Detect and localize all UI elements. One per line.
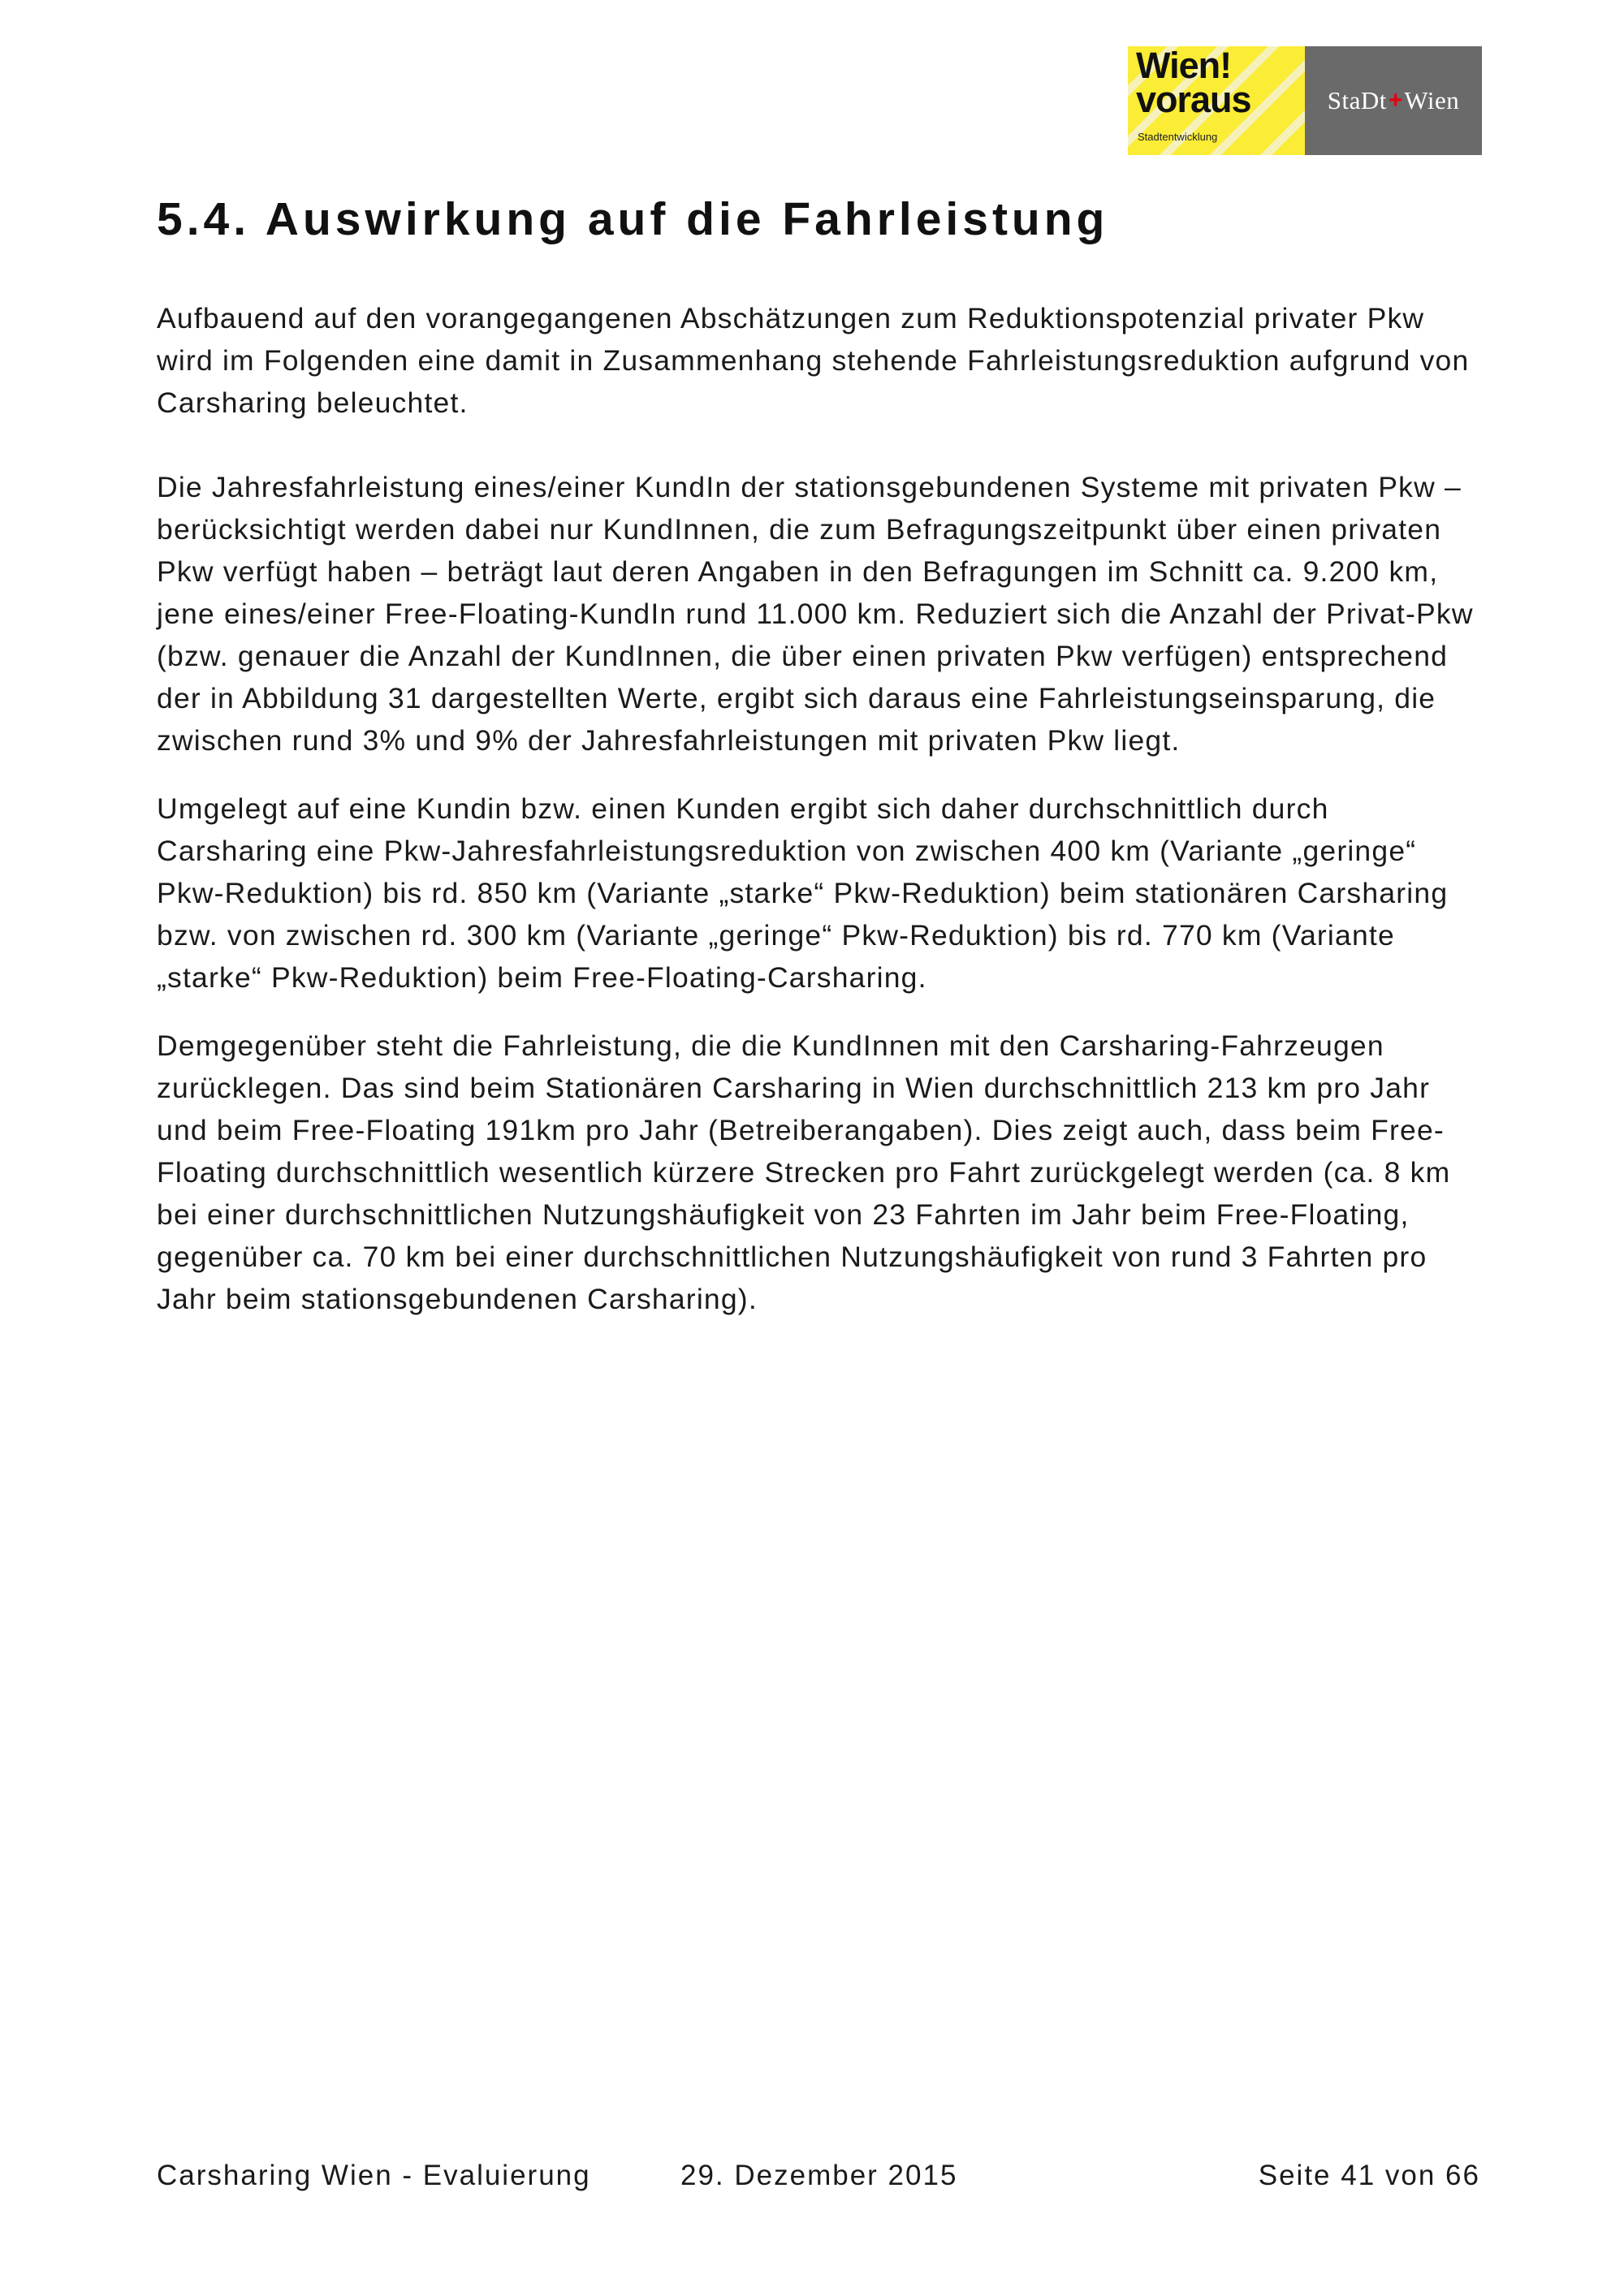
logo-voraus-text: voraus: [1136, 79, 1251, 120]
stadt-wien-logo: [1305, 46, 1482, 155]
section-heading: 5.4. Auswirkung auf die Fahrleistung: [157, 193, 1109, 245]
paragraph-intro: Aufbauend auf den vorangegangenen Abschätzungen zum Reduktionspotenzial privater Pkw wird im Folgenden eine damit in Zusammenhang stehende Fahrleistungsreduktion aufgrund von Carsharing beleuchtet.: [157, 302, 1470, 419]
paragraph-jahresfahrleistung: Die Jahresfahrleistung eines/einer KundIn der stationsgebundenen Systeme mit privaten Pkw – berücksichtigt werden dabei nur KundInnen, die zum Befragungszeitpunkt über einen privaten Pkw verfügt haben – beträgt laut deren Angaben in den Befragungen im Schnitt ca. 9.200 km, jene eines/einer Free-Floating-KundIn rund 11.000 km. Reduziert sich die Anzahl der Privat-Pkw (bzw. genauer die Anzahl der KundInnen, die über einen privaten Pkw verfügen) entsprechend der in Abbildung 31 dargestellten Werte, ergibt sich daraus eine Fahrleistungseinsparung, die zwischen rund 3% und 9% der Jahresfahrleistungen mit privaten Pkw liegt.: [157, 471, 1474, 757]
logo-subtitle: Stadtentwicklung: [1138, 131, 1218, 143]
paragraph-umgelegt: Umgelegt auf eine Kundin bzw. einen Kunden ergibt sich daher durchschnittlich durch Carsharing eine Pkw-Jahresfahrleistungsreduktion von zwischen 400 km (Variante „geringe“ Pkw-Reduktion) bis rd. 850 km (Variante „starke“ Pkw-Reduktion) beim stationären Carsharing bzw. von zwischen rd. 300 km (Variante „geringe“ Pkw-Reduktion) bis rd. 770 km (Variante „starke“ Pkw-Reduktion) beim Free-Floating-Carsharing.: [157, 792, 1449, 994]
logo-wien-text: Wien!: [1136, 46, 1232, 86]
footer-page-number: Seite 41 von 66: [1258, 2160, 1480, 2191]
paragraph-demgegenueber: Demgegenüber steht die Fahrleistung, die die KundInnen mit den Carsharing-Fahrzeugen zurücklegen. Das sind beim Stationären Carsharing in Wien durchschnittlich 213 km pro Jahr und beim Free-Floating 191km pro Jahr (Betreiberangaben). Dies zeigt auch, dass beim Free-Floating durchschnittlich wesentlich kürzere Strecken pro Fahrt zurückgelegt werden (ca. 8 km bei einer durchschnittlichen Nutzungshäufigkeit von 23 Fahrten im Jahr beim Free-Floating, gegenüber ca. 70 km bei einer durchschnittlichen Nutzungshäufigkeit von rund 3 Fahrten pro Jahr beim stationsgebundenen Carsharing).: [157, 1029, 1451, 1315]
stadt-wien-right-text: Wien: [1404, 86, 1460, 114]
footer-title: Carsharing Wien - Evaluierung: [157, 2160, 591, 2191]
footer-date: 29. Dezember 2015: [680, 2160, 958, 2191]
stadt-wien-left-text: StaDt: [1327, 86, 1387, 114]
main-content: [157, 297, 1488, 1346]
header-logo: [1128, 46, 1482, 155]
red-cross-icon: +: [1388, 87, 1403, 114]
page-footer: [157, 2160, 1480, 2200]
wien-voraus-logo: [1128, 46, 1305, 155]
